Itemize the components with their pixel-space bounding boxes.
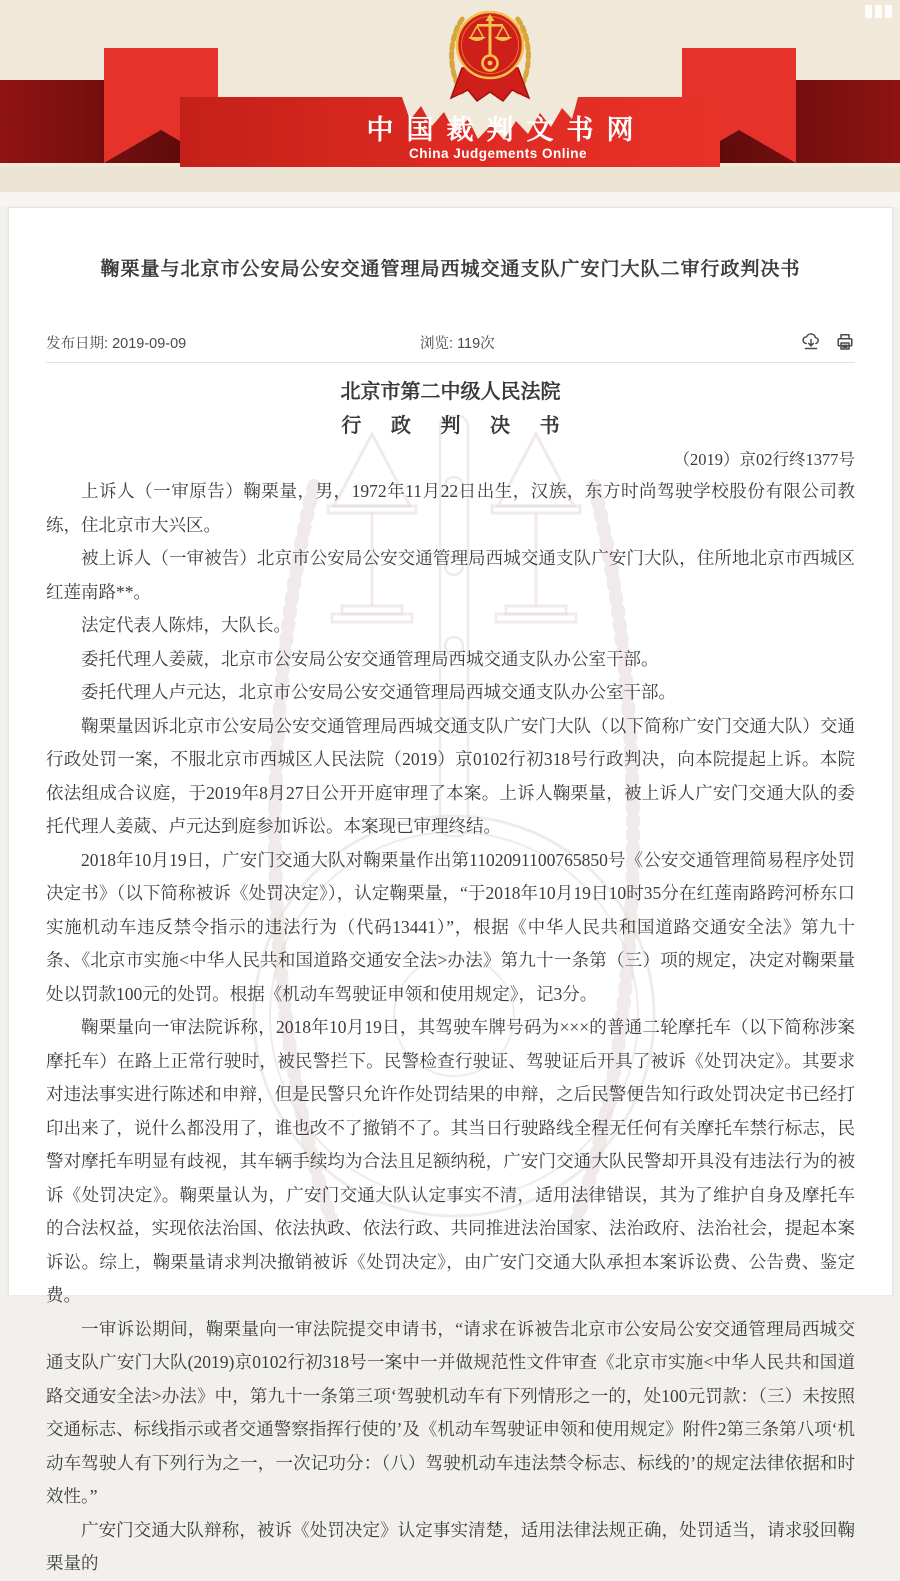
paragraph: 鞠栗量向一审法院诉称，2018年10月19日，其驾驶车牌号码为×××的普通二轮摩托车（以下简称涉案摩托车）在路上正常行驶时，被民警拦下。民警检查行驶证、驾驶证后开具了被诉《处罚决定》。其要求对违法事实进行陈述和申辩，但是民警只允许作处罚结果的申辩，之后民警便告知行政处罚决定书已经打印出来了，说什么都没用了，谁也改不了撤销不了。其当日行驶路线全程无任何有关摩托车禁行标志，民警对摩托车明显有歧视，其车辆手续均为合法且足额纳税，广安门交通大队民警却开具没有违法行为的被诉《处罚决定》。鞠栗量认为，广安门交通大队认定事实不清，适用法律错误，其为了维护自身及摩托车的合法权益，实现依法治国、依法执政、依法行政、共同推进法治国家、法治政府、法治社会，提起本案诉讼。综上，鞠栗量请求判决撤销被诉《处罚决定》，由广安门交通大队承担本案诉讼费、公告费、鉴定费。 [46,1017,855,1305]
judgment-body-text [46,475,855,1581]
document-card [8,207,893,1573]
cloud-download-icon [801,332,821,352]
case-number: （2019）京02行终1377号 [673,450,855,469]
document-type: 行 政 判 决 书 [341,415,572,437]
court-name: 北京市第二中级人民法院 [340,381,561,403]
paragraph: 广安门交通大队辩称，被诉《处罚决定》认定事实清楚，适用法律法规正确，处罚适当，请求驳回鞠栗量的 [46,1519,855,1573]
paragraph: 委托代理人卢元达，北京市公安局公安交通管理局西城交通支队办公室干部。 [81,682,676,702]
document-title: 鞠栗量与北京市公安局公安交通管理局西城交通支队广安门大队二审行政判决书 [100,259,801,280]
site-subtitle: China Judgements Online [408,146,588,161]
print-button[interactable] [835,332,855,352]
tofu-placeholder-glyphs [865,5,892,18]
paragraph: 委托代理人姜葳，北京市公安局公安交通管理局西城交通支队办公室干部。 [81,648,659,669]
paragraph: 一审诉讼期间，鞠栗量向一审法院提交申请书，“请求在诉被告北京市公安局公安交通管理局西城交通支队广安门大队(2019)京0102行初318号一案中一并做规范性文件审查《北京市实施<中华人民共和国道路交通安全法>办法》中，第九十一条第三项‘驾驶机动车有下列情形之一的，处100元罚款：（三）未按照交通标志、标线指示或者交通警察指挥行使的’及《机动车驾驶证申领和使用规定》附件2第三条第八项‘机动车驾驶人有下列行为之一，一次记功分：（八）驾驶机动车违法禁令标志、标线的’的规定法律依据和时效性。” [46,1318,855,1506]
view-count-value: 119次 [457,335,495,352]
meta-divider [46,362,855,363]
paragraph: 上诉人（一审原告）鞠栗量，男，1972年11月22日出生，汉族，东方时尚驾驶学校股份有限公司教练，住北京市大兴区。 [46,481,855,535]
site-title: 中国裁判文书网 [366,115,647,145]
paragraph: 被上诉人（一审被告）北京市公安局公安交通管理局西城交通支队广安门大队，住所地北京市西城区红莲南路**。 [46,548,855,602]
paragraph: 法定代表人陈炜，大队长。 [81,615,291,635]
publish-date [46,332,186,353]
banner-ribbon-graphic [0,0,900,207]
publish-date-label: 发布日期: [46,335,109,352]
meta-bar [46,331,855,353]
publish-date-value: 2019-09-09 [112,335,187,352]
paragraph: 2018年10月19日，广安门交通大队对鞠栗量作出第1102091100765850号《公安交通管理简易程序处罚决定书》（以下简称被诉《处罚决定》），认定鞠栗量，“于2018年10月19日10时35分在红莲南路跨河桥东口实施机动车违反禁令指示的违法行为（代码13441）”，根据《中华人民共和国道路交通安全法》第九十条、《北京市实施<中华人民共和国道路交通安全法>办法》第九十一条第（三）项的规定，决定对鞠栗量处以罚款100元的处罚。根据《机动车驾驶证申领和使用规定》，记3分。 [46,849,855,1004]
view-count-label: 浏览: [420,335,454,352]
printer-icon [835,332,855,352]
site-header [0,0,900,207]
download-button[interactable] [801,332,821,352]
paragraph: 鞠栗量因诉北京市公安局公安交通管理局西城交通支队广安门大队（以下简称广安门交通大队）交通行政处罚一案，不服北京市西城区人民法院（2019）京0102行初318号行政判决，向本院提起上诉。本院依法组成合议庭，于2019年8月27日公开开庭审理了本案。上诉人鞠栗量，被上诉人广安门交通大队的委托代理人姜葳、卢元达到庭参加诉讼。本案现已审理终结。 [46,715,855,836]
view-count [420,332,495,353]
